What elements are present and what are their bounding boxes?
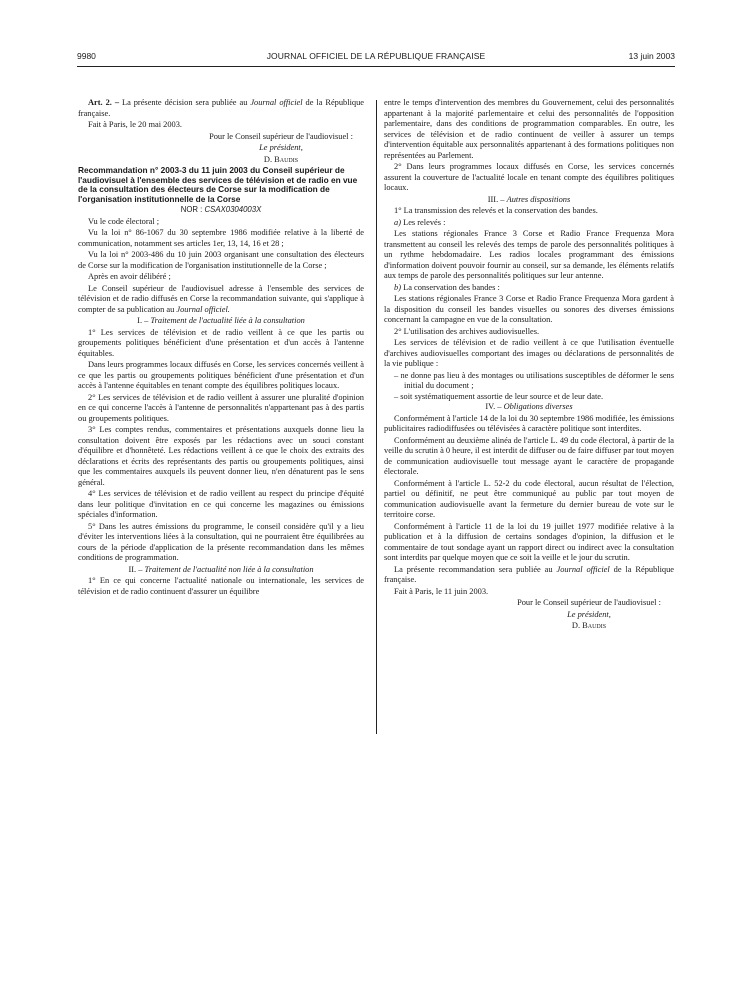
section-4-number: IV. – (485, 402, 504, 411)
section-1-para-4: 3° Les comptes rendus, commentaires et présentations auxquels donne lieu la consultation doivent être exposés par les rédactions avec un souci constant d'équilibre et d'honnêteté. Les rédactions veillent à ce que le choix des extraits des déclarations et écrits des représentants des partis ou groupements politiques, ainsi que les commentaires auxquels ils peuvent donner lieu, n'en dénaturent pas le sens général. (78, 425, 364, 487)
apres-delibere: Après en avoir délibéré ; (88, 272, 171, 282)
list-item: – ne donne pas lieu à des montages ou utilisations susceptibles de déformer le sens initial du document ; (394, 370, 674, 390)
vu-code-electoral: Vu le code électoral ; (88, 216, 160, 226)
signature-pour-2: Pour le Conseil supérieur de l'audiovisuel : (517, 598, 661, 607)
header-rule (77, 66, 675, 67)
section-1-para-1: 1° Les services de télévision et de radio veillent à ce que les partis ou groupements politiques bénéficient d'une présentation et d'un accès à l'antenne équitables. (78, 327, 364, 358)
section-2-para-2: 2° Dans leurs programmes locaux diffusés en Corse, les services concernés assurent la couverture de l'actualité locale en tenant compte des équilibres politiques locaux. (384, 162, 674, 192)
conseil-journal-ref: Journal officiel. (176, 304, 230, 314)
section-2-number: II. – (128, 564, 145, 574)
article-2 (78, 98, 364, 119)
section-3-archives-body: Les services de télévision et de radio veillent à ce que l'utilisation éventuelle d'archives audiovisuelles comportant des images ou déclarations de personnalités de la vie publique : (384, 338, 674, 368)
section-2-title: Traitement de l'actualité non liée à la consultation (144, 564, 314, 574)
nor-value: CSAX0304003X (204, 205, 262, 215)
section-3-number: III. – (487, 194, 507, 204)
nor-reference (78, 205, 364, 216)
section-3-heading (384, 195, 674, 206)
section-2-para-1: 1° En ce qui concerne l'actualité nationale ou internationale, les services de télévision et de radio continuent d'assurer un équilibre (78, 576, 364, 596)
signature-name-1: D. Baudis (263, 154, 299, 164)
bandes-text: La conservation des bandes : (400, 282, 500, 292)
section-4-para-4: Conformément à l'article 11 de la loi du 19 juillet 1977 modifiée relative à la publication et à la diffusion de certains sondages d'opinion, la diffusion et le commentaire de tout sondage ayant un rapport direct ou indirect avec la consultation sont interdits par quelque moyen que ce soit la veille et le jour du scrutin. (384, 521, 674, 562)
publication-text-end: de la République française. (384, 564, 674, 584)
section-4-para-1: Conformément à l'article 14 de la loi du 30 septembre 1986 modifiée, les émissions publicitaires radiodiffusées ou télévisées à caractère politique sont interdites. (384, 413, 674, 433)
vu-loi-1986: Vu la loi n° 86-1067 du 30 septembre 1986 modifiée relative à la liberté de communication, notamment ses articles 1er, 13, 14, 16 et 28 ; (78, 228, 364, 248)
fait-paris-2: Fait à Paris, le 11 juin 2003. (394, 586, 489, 596)
article-2-text-end: de la République française. (78, 98, 364, 118)
publication-journal-ref: Journal officiel (556, 564, 610, 574)
section-1-heading (78, 316, 364, 327)
conseil-adresse (78, 284, 364, 316)
section-3-item-1: 1° La transmission des relevés et la conservation des bandes. (394, 206, 598, 215)
section-2-heading (78, 565, 364, 576)
releves-letter: a) (394, 217, 401, 227)
section-4-heading (384, 402, 674, 413)
section-3-title: Autres dispositions (506, 194, 571, 204)
right-column (384, 98, 674, 633)
page-header (77, 51, 675, 65)
bandes-letter: b) (394, 282, 401, 292)
journal-officiel-ref: Journal officiel (250, 98, 303, 107)
issue-date: 13 juin 2003 (628, 51, 675, 61)
publication-text: La présente recommandation sera publiée au (394, 564, 557, 574)
fait-paris-1: Fait à Paris, le 20 mai 2003. (88, 120, 182, 129)
page-number: 9980 (77, 51, 96, 61)
section-3-bandes-label (384, 283, 674, 294)
recommendation-title: Recommandation n° 2003-3 du 11 juin 2003 du Conseil supérieur de l'audiovisuel à l'ensemble des services de télévision et de radio en vue de la consultation des électeurs de Corse sur la modification de l'organisation institutionnelle de la Corse (78, 165, 358, 204)
section-3-bandes-body: Les stations régionales France 3 Corse et Radio France Frequenza Mora gardent à la disposition du conseil les bandes visuelles ou sonores des diverses émissions concernant la campagne en vue de la consultation. (384, 294, 674, 324)
article-2-label: Art. 2. – (88, 98, 120, 107)
archives-conditions-list (384, 371, 674, 403)
section-1-title: Traitement de l'actualité liée à la consultation (150, 316, 305, 326)
journal-title: JOURNAL OFFICIEL DE LA RÉPUBLIQUE FRANÇAISE (266, 51, 486, 61)
section-3-item-2: 2° L'utilisation des archives audiovisuelles. (394, 326, 540, 336)
column-divider (376, 100, 377, 734)
section-3-releves-body: Les stations régionales France 3 Corse et Radio France Frequenza Mora transmettent au conseil les relevés des temps de parole des personnalités politiques à un rythme hebdomadaire. Les radios locales programmant des émissions d'information doivent pouvoir fournir au conseil, sur sa demande, les éléments relatifs aux temps de parole des personnalités politiques sur leur antenne. (384, 229, 674, 280)
section-1-para-2: Dans leurs programmes locaux diffusés en Corse, les services concernés veillent à ce que les partis ou groupements politiques bénéficient d'une présentation et d'un accès à l'antenne équitables en tenant compte des équilibres politiques locaux. (78, 360, 364, 391)
section-4-title: Obligations diverses (503, 402, 573, 411)
section-1-para-3: 2° Les services de télévision et de radio veillent à assurer une pluralité d'opinion en ce qui concerne l'accès à l'antenne de personnalités n'appartenant pas à des partis ou groupements politiques. (78, 392, 364, 423)
signature-pour-1: Pour le Conseil supérieur de l'audiovisuel : (209, 131, 353, 141)
section-2-continuation: entre le temps d'intervention des membres du Gouvernement, celui des personnalités appartenant à la majorité parlementaire et celui des personnalités de l'opposition parlementaire, dans des conditions de programmation comparables. En outre, les services de télévision et de radio continuent de veiller à assurer un temps d'intervention équitable aux personnalités appartenant à des formations politiques non représentées au Parlement. (384, 98, 674, 160)
signature-role-1 (78, 143, 364, 154)
section-1-para-5: 4° Les services de télévision et de radio veillent au respect du principe d'équité dans leur politique d'invitation en ce qui concerne les magazines ou émissions spéciales d'information. (78, 489, 364, 520)
nor-label: NOR : (180, 205, 205, 215)
releves-text: Les relevés : (400, 217, 446, 227)
publication-notice (384, 565, 674, 586)
section-4-para-2: Conformément au deuxième alinéa de l'article L. 49 du code électoral, à partir de la veille du scrutin à 0 heure, il est interdit de diffuser ou de faire diffuser par tout moyen de communication audiovisuelle tout message ayant le caractère de propagande électorale. (384, 435, 674, 476)
signature-role-1-text: Le président, (259, 143, 303, 152)
list-item: – soit systématiquement assortie de leur source et de leur date. (394, 391, 604, 401)
section-4-para-3: Conformément à l'article L. 52-2 du code électoral, aucun résultat de l'élection, partiel ou définitif, ne peut être communiqué au public par tout moyen de communication audiovisuelle avant la fermeture du dernier bureau de vote sur le territoire corse. (384, 478, 674, 519)
vu-loi-2003: Vu la loi n° 2003-486 du 10 juin 2003 organisant une consultation des électeurs de Corse sur la modification de l'organisation institutionnelle de la Corse ; (78, 250, 364, 270)
conseil-adresse-text: Le Conseil supérieur de l'audiovisuel adresse à l'ensemble des services de télévision et de radio diffusés en Corse la recommandation suivante, qui s'applique à compter de sa publication au (78, 283, 364, 314)
article-2-text: La présente décision sera publiée au (119, 98, 251, 107)
section-3-releves-label (384, 218, 674, 229)
signature-role-2 (384, 610, 674, 621)
signature-name-2: D. Baudis (571, 621, 607, 630)
left-column (78, 98, 364, 598)
signature-role-2-text: Le président, (567, 609, 611, 619)
section-1-para-6: 5° Dans les autres émissions du programme, le conseil considère qu'il y a lieu d'éviter les interventions liées à la consultation, qui ne pourraient être équilibrées au cours de la période d'application de la présente recommandation dans les mêmes conditions de programmation. (78, 521, 364, 563)
section-1-number: I. – (137, 316, 151, 326)
